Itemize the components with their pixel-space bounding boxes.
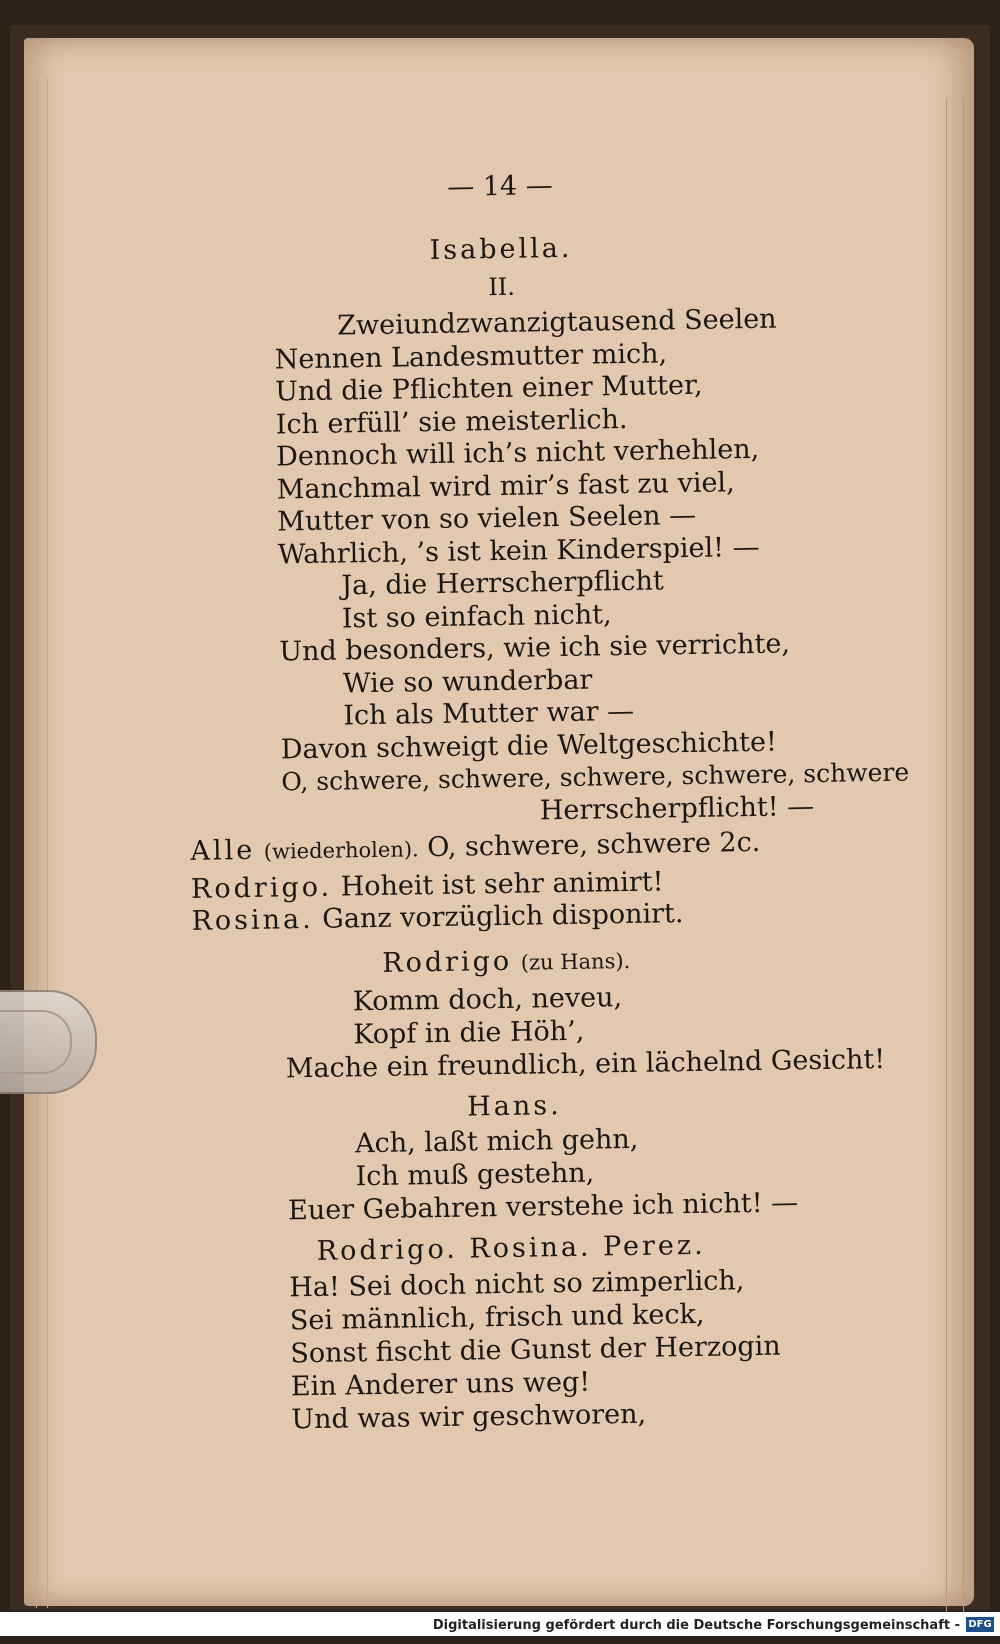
verse-line: Und besonders, wie ich sie verrichte, [279, 628, 791, 668]
verse-line: Wahrlich, ’s ist kein Kinderspiel! — [277, 531, 760, 571]
verse-line: Ja, die Herrscherpflicht [341, 565, 664, 602]
speaker-name: Rosina. [191, 903, 314, 937]
spoken-text: Ganz vorzüglich disponirt. [322, 898, 684, 935]
heading-isabella: Isabella. [429, 232, 573, 267]
verse-line: Sei männlich, frisch und keck, [289, 1298, 705, 1337]
verse-line: Und die Pflichten einer Mutter, [275, 369, 703, 408]
verse-line: Ein Anderer uns weg! [290, 1366, 591, 1403]
spoken-text: O, schwere, schwere 2c. [427, 826, 761, 864]
verse-line: Herrscherpflicht! — [539, 791, 815, 827]
dfg-logo-icon: DFG [966, 1617, 994, 1632]
stage-direction: (zu Hans). [520, 948, 631, 975]
verse-line: Ist so einfach nicht, [341, 599, 612, 635]
speaker-name: Rodrigo [381, 945, 513, 979]
page-number: — 14 — [447, 170, 554, 203]
heading-hans: Hans. [467, 1090, 562, 1123]
verse-line: Davon schweigt die Weltgeschichte! [280, 726, 778, 766]
footer-bar [0, 1612, 1000, 1636]
spoken-text: Hoheit ist sehr animirt! [340, 866, 664, 903]
speaker-name: Rodrigo. [190, 871, 333, 905]
verse-line: Mache ein freundlich, ein lächelnd Gesicht! [285, 1043, 886, 1085]
verse-line: Manchmal wird mir’s fast zu viel, [276, 467, 735, 506]
verse-line: Ha! Sei doch nicht so zimperlich, [289, 1265, 745, 1304]
verse-line: Komm doch, neveu, [352, 982, 623, 1018]
verse-line: Ich muß gestehn, [355, 1157, 595, 1193]
verse-line: Wie so wunderbar [342, 664, 593, 700]
verse-line: Sonst fischt die Gunst der Herzogin [290, 1330, 781, 1370]
stage-line-alle [190, 826, 760, 870]
verse-line: Kopf in die Höh’, [353, 1015, 585, 1051]
heading-rodrigo [382, 943, 631, 982]
verse-line: Ich erfüll’ sie meisterlich. [275, 403, 628, 441]
speaker-name: Alle [190, 834, 256, 867]
page-clip-inner [0, 1010, 72, 1074]
verse-line: Zweiundzwanzigtausend Seelen [336, 303, 777, 342]
verse-line: Nennen Landesmutter mich, [274, 338, 668, 376]
verse-line: Euer Gebahren verstehe ich nicht! — [287, 1187, 799, 1227]
footer-credit: Digitalisierung gefördert durch die Deutsche Forschungsgemeinschaft - [432, 1618, 960, 1633]
verse-line: Dennoch will ich’s nicht verhehlen, [276, 433, 760, 473]
verse-line: Ich als Mutter war — [343, 695, 635, 732]
section-number: II. [488, 272, 516, 302]
verse-line: Ach, laßt mich gehn, [354, 1123, 639, 1160]
verse-line: Und was wir geschworen, [291, 1398, 647, 1436]
stage-direction: (wiederholen). [263, 837, 419, 864]
verse-line: Mutter von so vielen Seelen — [277, 499, 697, 538]
heading-trio: Rodrigo. Rosina. Perez. [316, 1229, 706, 1267]
stage-line-rosina [191, 897, 683, 939]
verse-line: O, schwere, schwere, schwere, schwere, schwere [281, 757, 910, 797]
